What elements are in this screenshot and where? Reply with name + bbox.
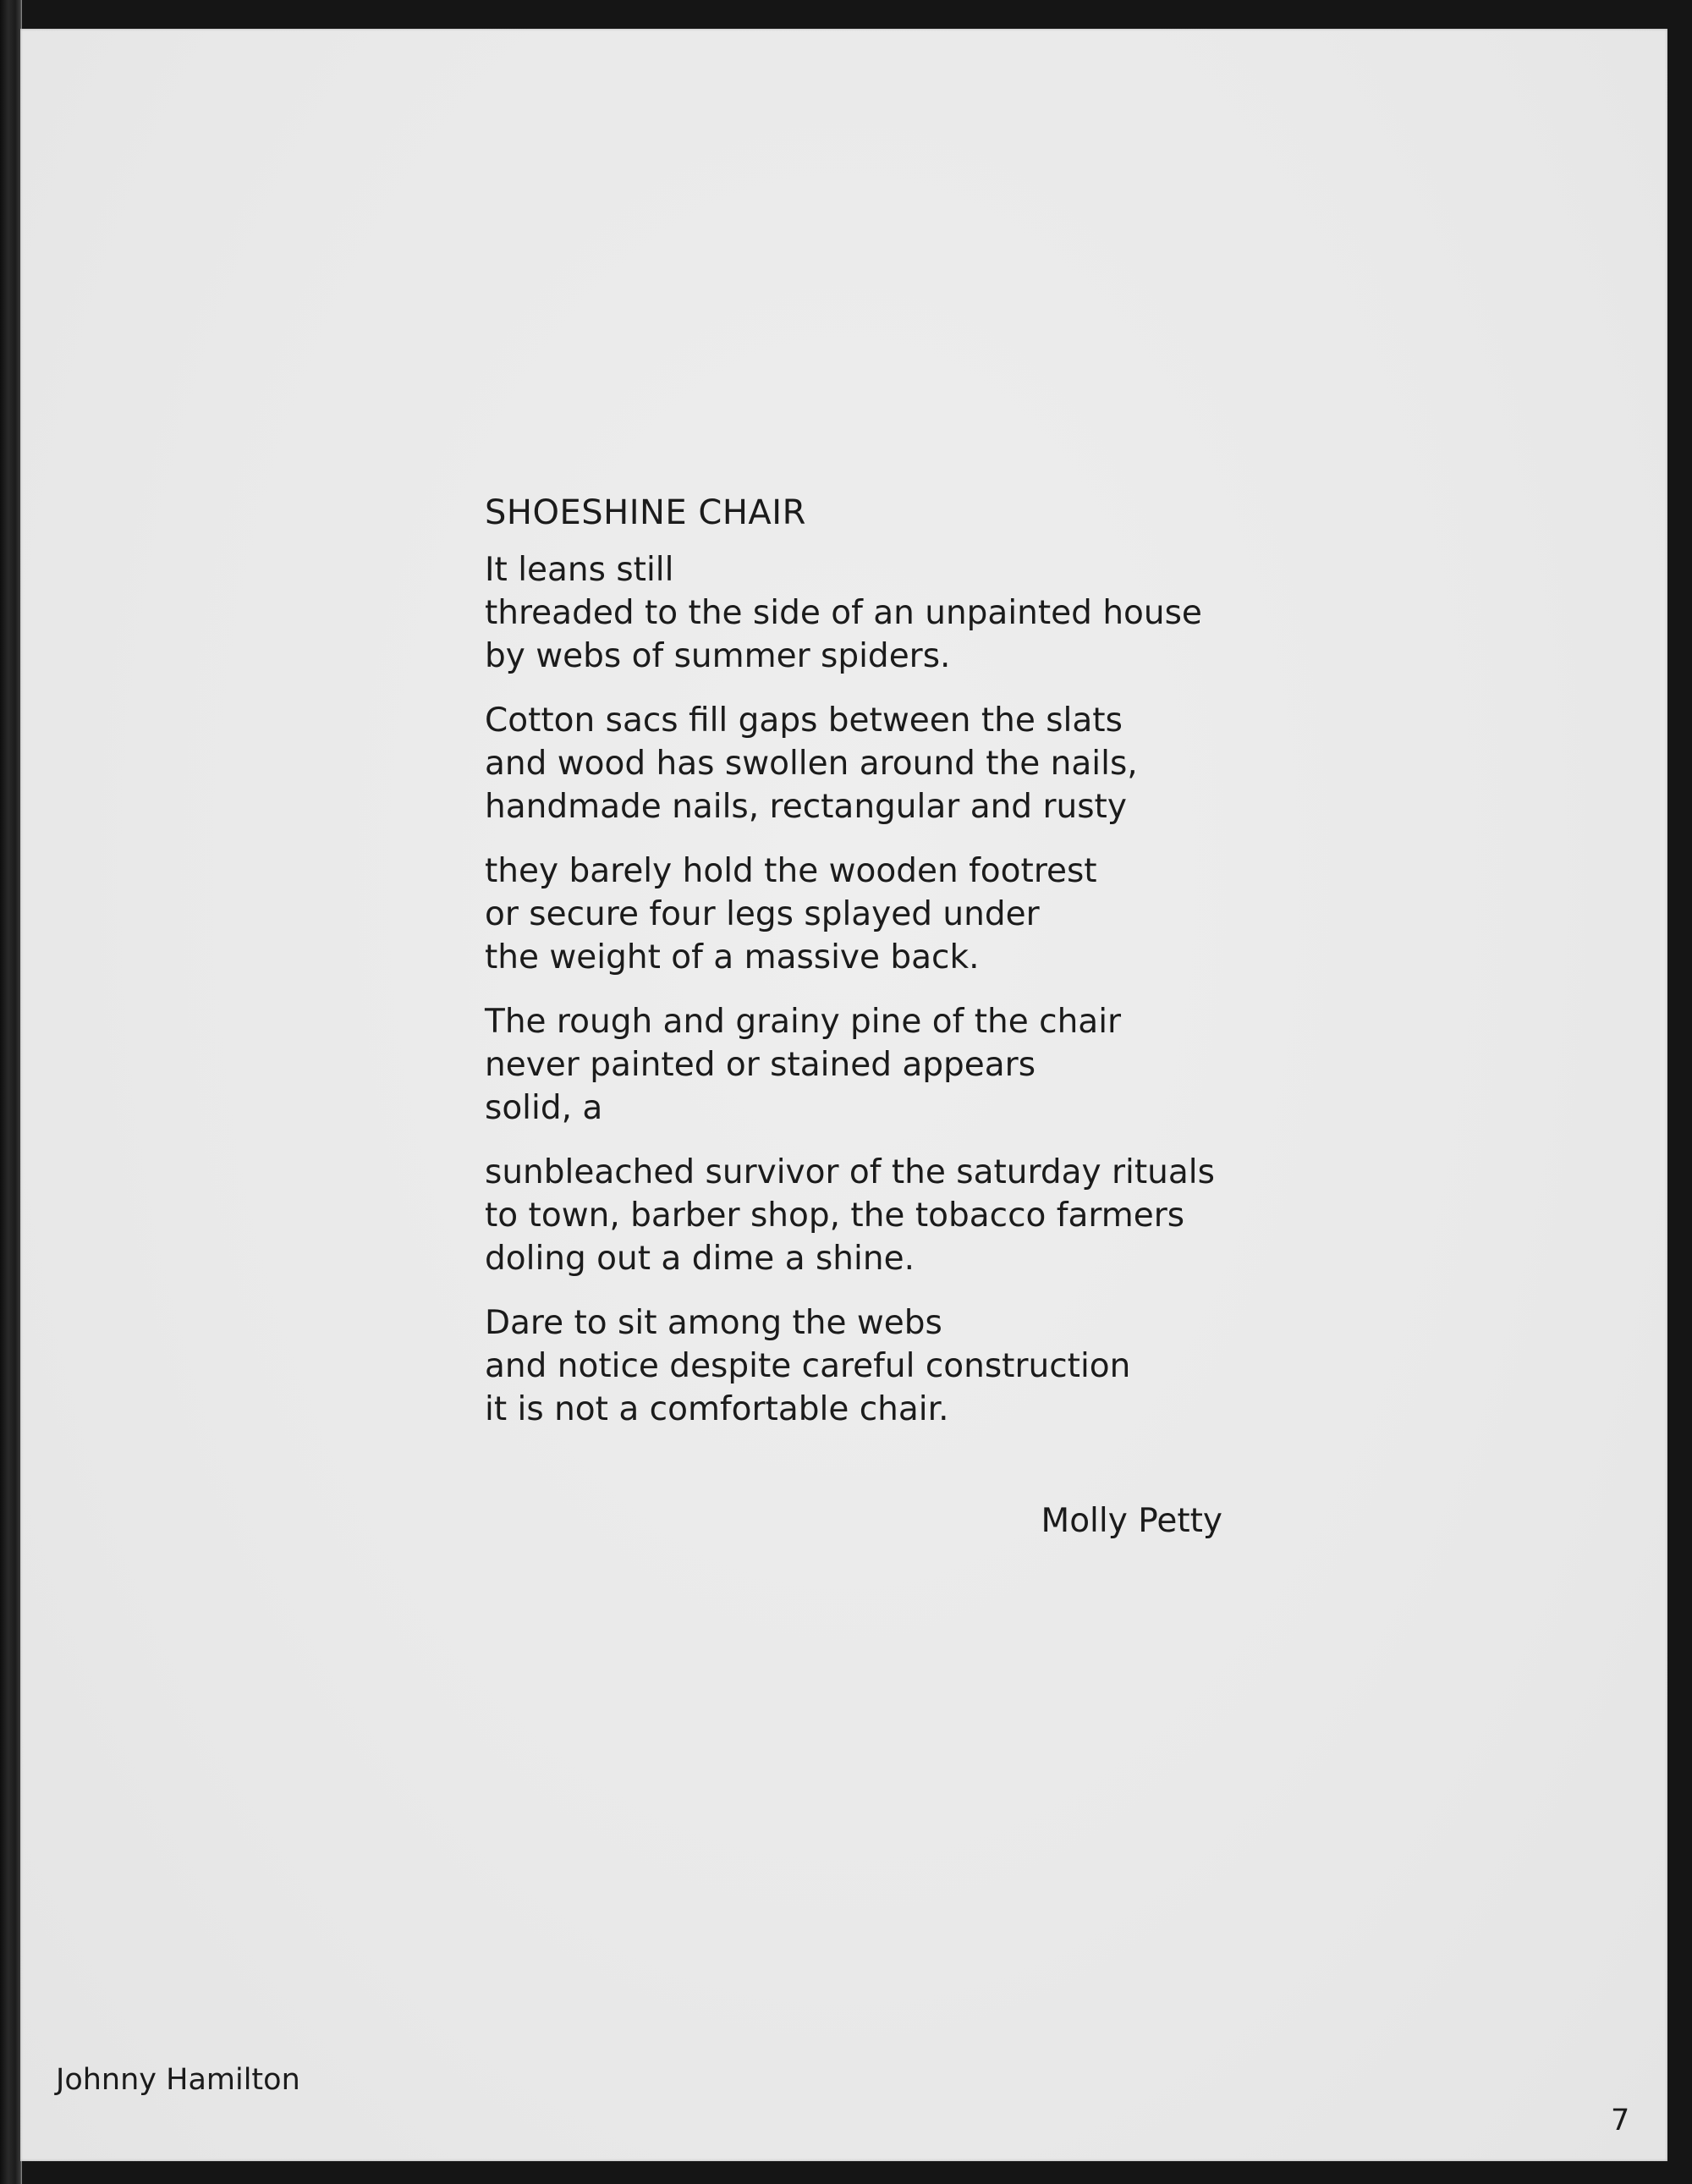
poem-author: Molly Petty — [1041, 1502, 1222, 1540]
footer-credit: Johnny Hamilton — [56, 2063, 300, 2097]
poem-line: and notice despite careful construction — [485, 1347, 1131, 1385]
poem-line: they barely hold the wooden footrest — [485, 852, 1097, 890]
poem-line: doling out a dime a shine. — [485, 1240, 915, 1278]
poem-line: by webs of summer spiders. — [485, 637, 951, 675]
poem-line: The rough and grainy pine of the chair — [485, 1003, 1122, 1041]
poem-line: it is not a comfortable chair. — [485, 1390, 949, 1428]
poem-line: never painted or stained appears — [485, 1046, 1036, 1084]
poem-line: solid, a — [485, 1089, 603, 1127]
stanza-5 — [485, 1151, 1246, 1280]
poem-line: It leans still — [485, 551, 674, 589]
poem-line: the weight of a massive back. — [485, 938, 980, 976]
stanza-3 — [485, 850, 1246, 979]
poem-line: threaded to the side of an unpainted house — [485, 594, 1202, 632]
poem-line: or secure four legs splayed under — [485, 895, 1040, 933]
stanza-6 — [485, 1301, 1246, 1431]
poem-line: to town, barber shop, the tobacco farmers — [485, 1197, 1185, 1235]
stanza-2 — [485, 699, 1246, 828]
stanza-1 — [485, 548, 1246, 678]
page-number: 7 — [1611, 2104, 1630, 2137]
poem — [485, 491, 1246, 1452]
poem-line: sunbleached survivor of the saturday rituals — [485, 1153, 1215, 1191]
poem-line: handmade nails, rectangular and rusty — [485, 788, 1127, 826]
poem-line: Cotton sacs fill gaps between the slats — [485, 701, 1123, 740]
poem-title: SHOESHINE CHAIR — [485, 493, 806, 532]
page — [20, 29, 1667, 2161]
binding-spine — [0, 0, 22, 2184]
poem-line: Dare to sit among the webs — [485, 1304, 942, 1342]
stanza-4 — [485, 1000, 1246, 1130]
poem-line: and wood has swollen around the nails, — [485, 745, 1138, 783]
